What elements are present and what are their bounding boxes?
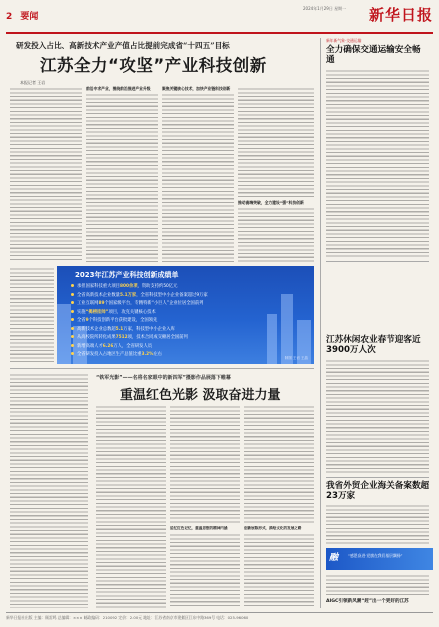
info-row: 全省高新技术企业数量5.1万家，全省科技型中小企业备案超过9万家 [71,292,208,298]
right-article1-title: 全力确保交通运输安全畅通 [326,45,421,65]
info-row: 承担国家科技重大项目800余项，资助支持约50亿元 [71,283,177,289]
right-article1-text [326,68,429,258]
lead-col-heading-3: 推动高端突破，全力建设“强”科技创新 [238,200,304,205]
lower-text-1 [96,404,166,608]
lower-text-3b [244,532,314,608]
lower-subhead-2: 创新展陈形式，描绘文化的发展之路 [244,526,302,530]
right-article2-text [326,358,429,474]
bullet-icon [71,352,74,355]
info-row: 工业互联网89个国家级平台，专精特新“小巨人”企业位居全国前列 [71,300,203,306]
lead-text-column-2 [86,92,158,262]
lower-left-text-1 [10,372,88,608]
bullet-icon [71,335,74,338]
footer-text: 新华日报社出版 主编：顾雷鸣 总编辑：××× 邮政编码：210092 定价：2.00元 地址：江苏省南京市建邺区江东中路369号 电话：025-96060 [6,615,249,620]
right-divider-2 [326,477,429,478]
bullet-icon [71,327,74,330]
lead-text-column-3 [162,92,234,262]
right-article3-title: 我省外贸企业海关备案数超23万家 [326,481,430,501]
right-bottom-title: AIGC引领新风潮“赶”出一个更好的江苏 [326,599,409,604]
info-row: 全省9个科技创新平台获批建设，全国领先 [71,317,157,323]
lead-text-column-4 [238,86,314,198]
lead-col-heading-2: 聚焦关键核心技术，加快产业链科技创新 [162,86,231,91]
right-divider-1 [326,261,429,262]
innovation-infographic [57,266,314,364]
lower-subhead-1: 追忆红色记忆，重温思想的精神内涵 [170,526,228,530]
right-article2-title: 江苏休闲农业春节迎客近3900万人次 [326,335,421,355]
left-text-under-info [10,266,54,364]
lead-col-heading-1: 前沿中求产业，围绕前沿推进产业升级 [86,86,151,91]
brand-band-text: “感恩奋进·党旗在我们基层飘扬” [348,553,403,558]
bullet-icon [71,301,74,304]
date-line: 2024年1月29日 星期一 [303,6,347,11]
masthead-rule [6,32,433,34]
lower-text-2 [170,404,240,524]
info-row: 新增高端人才6.26万人，全省研发人员 [71,343,152,349]
lower-text-3 [244,404,314,524]
newspaper-logo: 新华日报 [368,6,433,24]
info-row: 全省研发投入占地区生产总值比重3.2%左右 [71,351,162,357]
brand-band-logo: 融 [329,553,339,563]
right-article3-text [326,503,429,545]
bullet-icon [71,344,74,347]
info-row: 高新技术企业总数超5.1万家，科技型中小企业入库 [71,326,175,332]
brand-band [326,548,433,570]
page-number: 2 [6,12,13,22]
infographic-credit: 制图 王岩 王晶 [284,356,308,360]
section-label: 要闻 [20,12,39,22]
column-divider [320,38,321,608]
info-row: 实施“揭榜挂帅”项目，攻克关键核心技术 [71,309,156,315]
lead-subtitle: 研发投入占比、高新技术产业产值占比提前完成省“十四五”目标 [16,41,230,50]
page-footer [6,612,433,623]
lead-text-column-4b [238,206,314,262]
bullet-icon [71,310,74,313]
lead-byline: 本报记者 王岩 [20,80,46,85]
right-article1-kicker: 新年新气象·交通运输 [326,38,362,43]
bullet-icon [71,318,74,321]
lower-kicker: “铁军光影”——名将名家眼中的新四军”摄影作品展落下帷幕 [96,375,231,381]
info-row: 从高校院所转化成果7512项，技术合同成交额居全国前列 [71,334,188,340]
right-article4-text [326,573,429,597]
lead-text-column-1 [10,86,82,262]
lower-text-2b [170,532,240,608]
infographic-title: 2023年江苏产业科技创新成绩单 [75,271,179,279]
bullet-icon [71,293,74,296]
lead-title: 江苏全力“攻坚”产业科技创新 [40,56,267,75]
story-divider [10,368,314,369]
masthead [6,4,433,34]
bullet-icon [71,284,74,287]
lower-title: 重温红色光影 汲取奋进力量 [120,388,281,403]
